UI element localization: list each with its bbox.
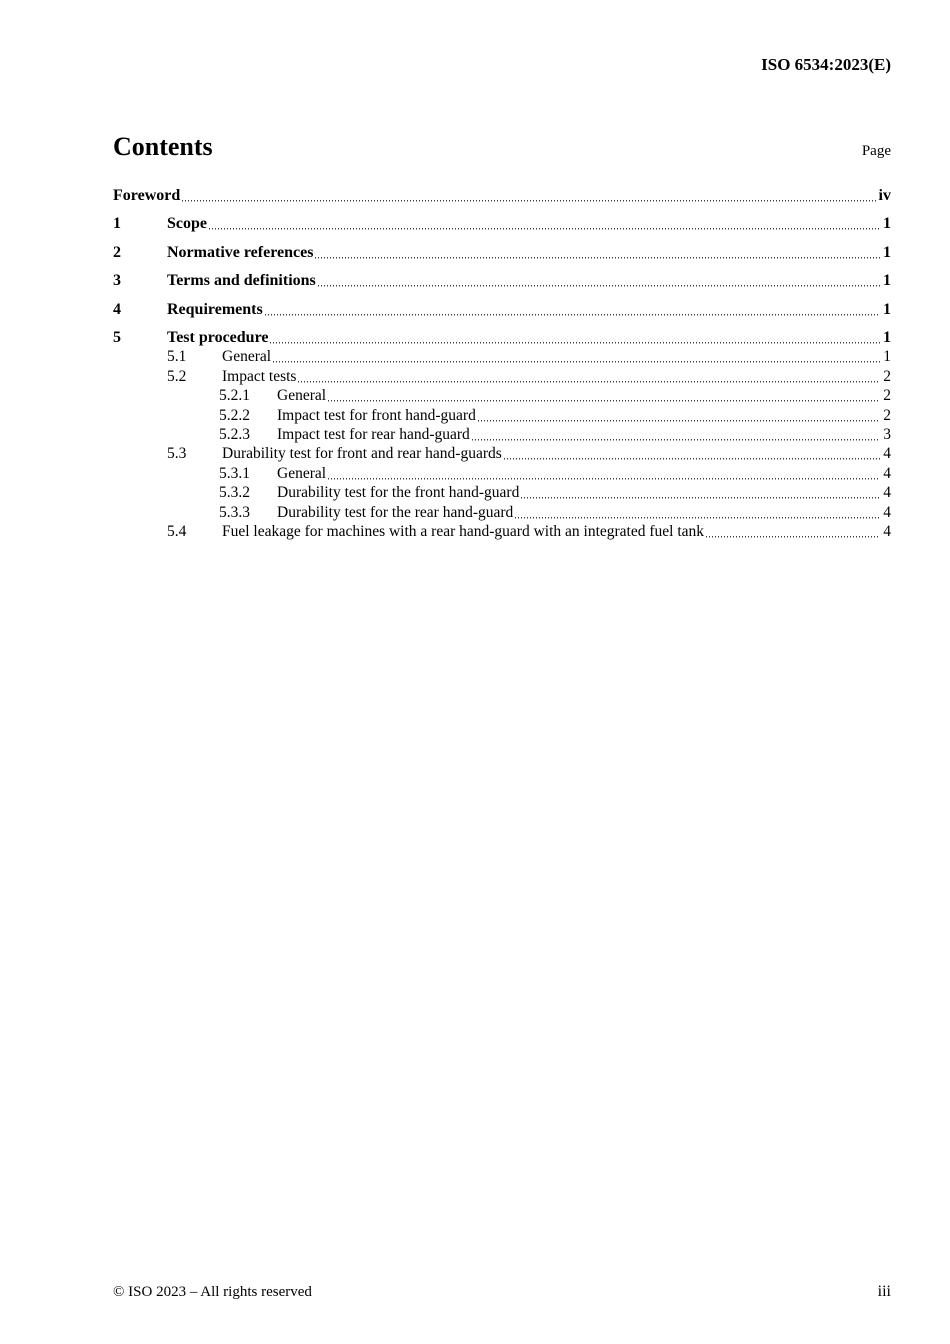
toc-entry-page: 1 bbox=[883, 215, 891, 233]
dotted-leader bbox=[298, 367, 880, 386]
toc-entry[interactable] bbox=[113, 328, 891, 347]
dotted-leader bbox=[504, 444, 880, 463]
toc-entry-number: 5.1 bbox=[167, 348, 187, 366]
toc-entry-title: Scope bbox=[167, 215, 207, 233]
toc-entry-title: General bbox=[277, 464, 327, 482]
toc-entry[interactable] bbox=[113, 347, 891, 366]
toc-entry-page: 1 bbox=[883, 243, 891, 261]
toc-entry-page: 1 bbox=[883, 329, 891, 347]
dotted-leader bbox=[270, 328, 880, 347]
toc-entry-title: Impact tests bbox=[222, 367, 297, 385]
toc-entry-number: 5.2.1 bbox=[219, 387, 250, 405]
dotted-leader bbox=[273, 347, 880, 366]
toc-entry-page: 1 bbox=[883, 272, 891, 290]
toc-entry-page: 1 bbox=[883, 348, 891, 366]
dotted-leader bbox=[315, 243, 880, 262]
toc-entry-page: 4 bbox=[883, 464, 891, 482]
toc-entry[interactable] bbox=[113, 522, 891, 541]
toc-entry-page: 4 bbox=[883, 445, 891, 463]
toc-entry-title: Durability test for the front hand-guard bbox=[277, 484, 520, 502]
toc-entry[interactable] bbox=[113, 300, 891, 319]
dotted-leader bbox=[706, 522, 880, 541]
toc-entry[interactable] bbox=[113, 425, 891, 444]
toc-entry-number: 1 bbox=[113, 215, 121, 233]
toc-entry-page: 2 bbox=[883, 367, 891, 385]
dotted-leader bbox=[478, 406, 880, 425]
toc-entry[interactable] bbox=[113, 243, 891, 262]
dotted-leader bbox=[328, 386, 880, 405]
toc-list bbox=[113, 186, 891, 542]
toc-entry-number: 5.3.2 bbox=[219, 484, 250, 502]
toc-entry-page: 2 bbox=[883, 387, 891, 405]
toc-entry-title: Durability test for the rear hand-guard bbox=[277, 503, 514, 521]
toc-entry-number: 5.2.3 bbox=[219, 426, 250, 444]
toc-entry-title: General bbox=[222, 348, 272, 366]
dotted-leader bbox=[209, 214, 880, 233]
dotted-leader bbox=[182, 186, 875, 205]
toc-entry-title: Requirements bbox=[167, 300, 263, 318]
page-number: iii bbox=[877, 1283, 891, 1300]
toc-entry-page: 4 bbox=[883, 503, 891, 521]
page-title: Contents bbox=[113, 132, 213, 161]
toc-entry-number: 2 bbox=[113, 243, 121, 261]
toc-entry-number: 5 bbox=[113, 329, 121, 347]
toc-entry-number: 4 bbox=[113, 300, 121, 318]
toc-entry-page: 2 bbox=[883, 406, 891, 424]
contents-header bbox=[113, 131, 891, 162]
toc-entry[interactable] bbox=[113, 483, 891, 502]
toc-entry[interactable] bbox=[113, 386, 891, 405]
page-footer bbox=[113, 1283, 891, 1301]
toc-entry-page: 4 bbox=[883, 523, 891, 541]
dotted-leader bbox=[521, 483, 880, 502]
dotted-leader bbox=[318, 271, 880, 290]
toc-entry[interactable] bbox=[113, 406, 891, 425]
toc-entry[interactable] bbox=[113, 444, 891, 463]
toc-entry-number: 5.3.3 bbox=[219, 503, 250, 521]
toc-entry-page: 1 bbox=[883, 300, 891, 318]
toc-entry[interactable] bbox=[113, 186, 891, 205]
toc-entry-number: 5.4 bbox=[167, 523, 187, 541]
dotted-leader bbox=[515, 503, 880, 522]
toc-entry[interactable] bbox=[113, 214, 891, 233]
dotted-leader bbox=[472, 425, 880, 444]
toc-entry-title: Impact test for front hand-guard bbox=[277, 406, 476, 424]
toc-entry[interactable] bbox=[113, 271, 891, 290]
toc-entry-number: 5.2.2 bbox=[219, 406, 250, 424]
toc-entry-number: 5.3 bbox=[167, 445, 187, 463]
toc-entry-title: Test procedure bbox=[167, 329, 269, 347]
toc-entry-page: 4 bbox=[883, 484, 891, 502]
toc-entry[interactable] bbox=[113, 464, 891, 483]
toc-entry-title: Normative references bbox=[167, 243, 314, 261]
dotted-leader bbox=[265, 300, 880, 319]
toc-entry-title: Fuel leakage for machines with a rear hand-guard with an integrated fuel tank bbox=[222, 523, 705, 541]
toc-entry-page: 3 bbox=[883, 426, 891, 444]
toc-entry-title: General bbox=[277, 387, 327, 405]
page-column-label: Page bbox=[861, 143, 891, 159]
toc-entry-number: 3 bbox=[113, 272, 121, 290]
toc-entry[interactable] bbox=[113, 503, 891, 522]
toc-entry[interactable] bbox=[113, 367, 891, 386]
toc-entry-title: Durability test for front and rear hand-guards bbox=[222, 445, 502, 463]
document-reference: ISO 6534:2023(E) bbox=[761, 55, 891, 74]
toc-entry-title: Terms and definitions bbox=[167, 272, 316, 290]
toc-entry-page: iv bbox=[878, 187, 891, 204]
toc-entry-number: 5.2 bbox=[167, 367, 187, 385]
toc-entry-number: 5.3.1 bbox=[219, 464, 250, 482]
copyright-notice: © ISO 2023 – All rights reserved bbox=[113, 1284, 312, 1300]
toc-entry-title: Foreword bbox=[113, 187, 181, 204]
dotted-leader bbox=[328, 464, 880, 483]
toc-entry-title: Impact test for rear hand-guard bbox=[277, 426, 470, 444]
